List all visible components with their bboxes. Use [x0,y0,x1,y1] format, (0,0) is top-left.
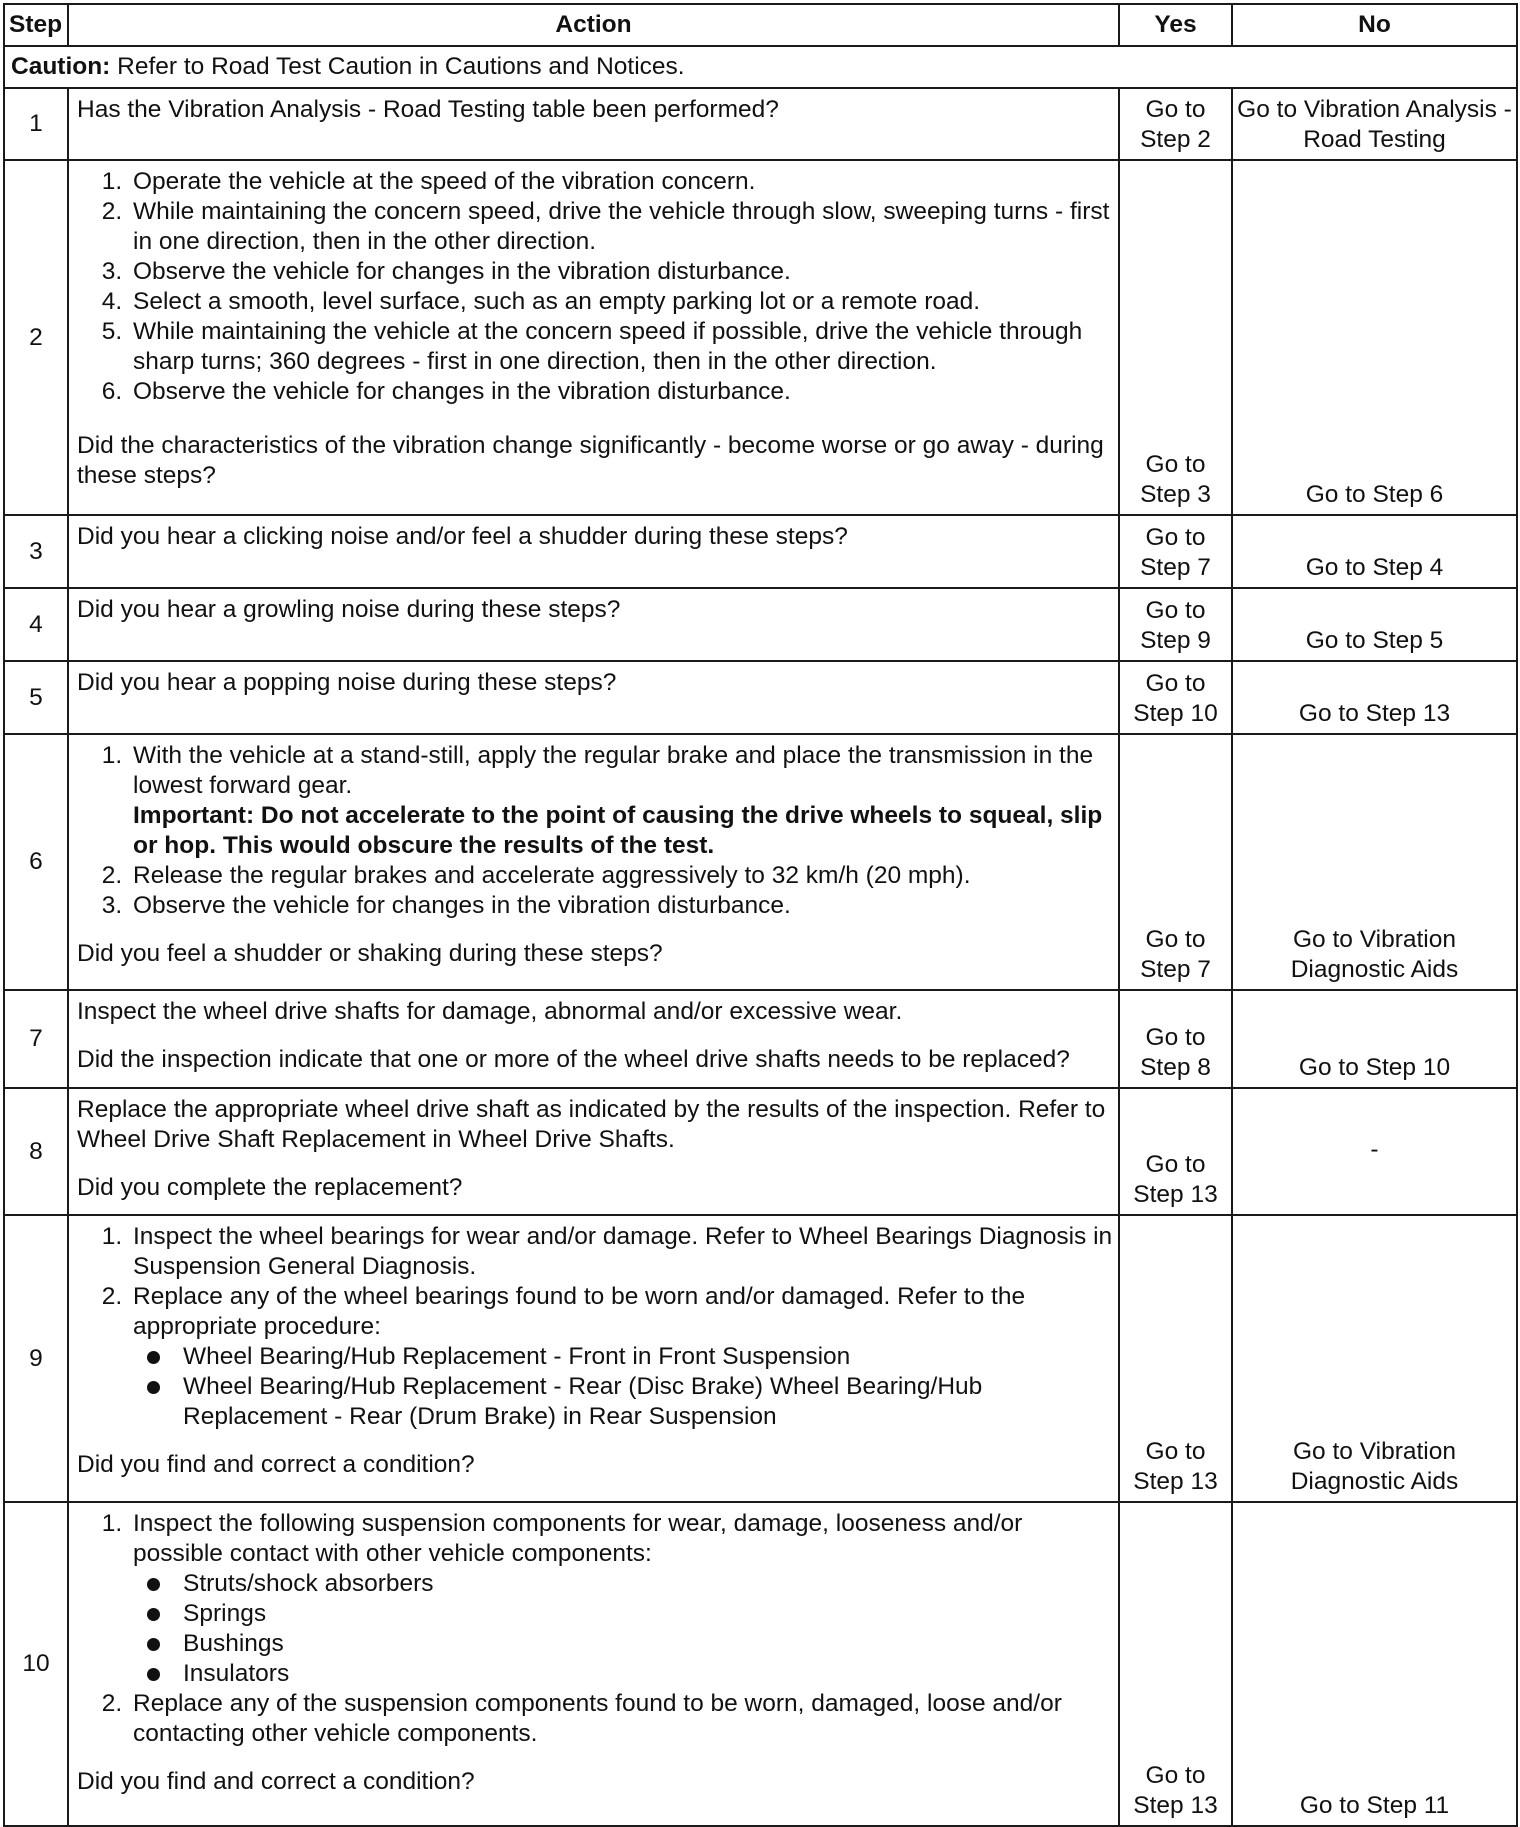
action-steps-list [77,1222,1114,1432]
bullet-icon [147,1608,160,1621]
bullet-text: Bushings [183,1630,284,1657]
list-item: 2. Replace any of the suspension components found to be worn, damaged, loose and/or contacting other vehicle components. [129,1689,1114,1749]
no-cell: Go to Vibration Diagnostic Aids [1232,734,1517,990]
action-cell [68,160,1119,515]
caution-label: Caution: [11,53,111,80]
diagnostic-table [3,3,1518,1827]
action-cell [68,1088,1119,1215]
step-number: 2 [4,160,68,515]
table-row [4,1088,1517,1215]
action-cell [68,734,1119,990]
list-item: 2. While maintaining the concern speed, drive the vehicle through slow, sweeping turns - first in one direction, then in the other direction. [129,197,1114,257]
yes-cell: Go to Step 7 [1119,734,1232,990]
yes-cell: Go to Step 3 [1119,160,1232,515]
caution-text: Refer to Road Test Caution in Cautions and Notices. [110,53,685,80]
step-number: 4 [4,588,68,661]
action-steps-list [77,741,1114,921]
list-item: 5. While maintaining the vehicle at the concern speed if possible, drive the vehicle through sharp turns; 360 degrees - first in one direction, then in the other direction. [129,317,1114,377]
list-item: 6. Observe the vehicle for changes in the vibration disturbance. [129,377,1114,407]
bullet-icon [147,1351,160,1364]
bullet-icon [147,1381,160,1394]
action-cell [68,588,1119,661]
action-cell [68,1502,1119,1826]
action-question: Did you find and correct a condition? [77,1451,475,1478]
list-item: 1. Operate the vehicle at the speed of the vibration concern. [129,167,1114,197]
bullet-text: Wheel Bearing/Hub Replacement - Front in Front Suspension [183,1343,851,1370]
step-number: 3 [4,515,68,588]
list-item: 2. Release the regular brakes and accelerate aggressively to 32 km/h (20 mph). [129,861,1114,891]
header-step: Step [4,4,68,46]
bullet-text: Struts/shock absorbers [183,1570,434,1597]
list-item-text: Replace any of the wheel bearings found to be worn and/or damaged. Refer to the appropriate procedure: [133,1283,1026,1340]
no-cell: Go to Step 13 [1232,661,1517,734]
action-cell [68,1215,1119,1502]
table-row [4,661,1517,734]
step-number: 10 [4,1502,68,1826]
bullet-list [133,1342,1114,1432]
list-item: 3. Observe the vehicle for changes in the vibration disturbance. [129,891,1114,921]
no-cell: Go to Step 10 [1232,990,1517,1088]
step-number: 1 [4,88,68,160]
table-row [4,88,1517,160]
header-no: No [1232,4,1517,46]
action-question: Did you hear a growling noise during these steps? [77,596,621,623]
bullet-item [183,1659,1114,1689]
action-cell [68,990,1119,1088]
action-question: Did the characteristics of the vibration change significantly - become worse or go away - during these steps? [77,432,1104,489]
action-question: Did you hear a popping noise during these steps? [77,669,617,696]
action-steps-list [77,1509,1114,1749]
bullet-text: Springs [183,1600,267,1627]
list-item [129,1509,1114,1689]
action-question: Did you find and correct a condition? [77,1768,475,1795]
bullet-item [183,1372,1114,1432]
list-item: 1. Inspect the wheel bearings for wear and/or damage. Refer to Wheel Bearings Diagnosis in Suspension General Diagnosis. [129,1222,1114,1282]
action-question: Did you feel a shudder or shaking during these steps? [77,940,663,967]
action-question: Did the inspection indicate that one or more of the wheel drive shafts needs to be replaced? [77,1046,1070,1073]
no-cell: Go to Step 6 [1232,160,1517,515]
table-row [4,1502,1517,1826]
bullet-item [183,1342,1114,1372]
list-item-text: With the vehicle at a stand-still, apply the regular brake and place the transmission in the lowest forward gear. [133,742,1094,799]
table-row [4,1215,1517,1502]
header-yes: Yes [1119,4,1232,46]
list-item: 4. Select a smooth, level surface, such as an empty parking lot or a remote road. [129,287,1114,317]
important-note: Important: Do not accelerate to the point of causing the drive wheels to squeal, slip or hop. This would obscure the results of the test. [133,802,1103,859]
step-number: 8 [4,1088,68,1215]
yes-cell: Go to Step 8 [1119,990,1232,1088]
list-item [129,1282,1114,1432]
action-text: Inspect the wheel drive shafts for damage, abnormal and/or excessive wear. [77,998,903,1025]
bullet-text: Insulators [183,1660,290,1687]
list-item: 3. Observe the vehicle for changes in the vibration disturbance. [129,257,1114,287]
header-action: Action [68,4,1119,46]
action-question: Has the Vibration Analysis - Road Testing table been performed? [77,96,779,123]
step-number: 5 [4,661,68,734]
yes-cell: Go to Step 13 [1119,1502,1232,1826]
bullet-list [133,1569,1114,1689]
table-row [4,734,1517,990]
bullet-item [183,1569,1114,1599]
yes-cell: Go to Step 9 [1119,588,1232,661]
bullet-item [183,1629,1114,1659]
bullet-item [183,1599,1114,1629]
action-cell [68,661,1119,734]
no-cell: - [1232,1088,1517,1215]
table-row [4,990,1517,1088]
no-cell: Go to Vibration Analysis - Road Testing [1232,88,1517,160]
bullet-icon [147,1578,160,1591]
yes-cell: Go to Step 2 [1119,88,1232,160]
action-steps-list [77,167,1114,407]
table-row [4,588,1517,661]
no-cell: Go to Vibration Diagnostic Aids [1232,1215,1517,1502]
list-item [129,741,1114,861]
action-question: Did you complete the replacement? [77,1174,463,1201]
step-number: 9 [4,1215,68,1502]
step-number: 7 [4,990,68,1088]
table-row [4,160,1517,515]
yes-cell: Go to Step 13 [1119,1088,1232,1215]
yes-cell: Go to Step 7 [1119,515,1232,588]
bullet-text: Wheel Bearing/Hub Replacement - Rear (Disc Brake) Wheel Bearing/Hub Replacement - Rear (Drum Brake) in Rear Suspension [183,1373,983,1430]
list-item-text: Inspect the following suspension components for wear, damage, looseness and/or possible contact with other vehicle components: [133,1510,1023,1567]
yes-cell: Go to Step 10 [1119,661,1232,734]
table-row [4,515,1517,588]
action-cell [68,88,1119,160]
no-cell: Go to Step 4 [1232,515,1517,588]
action-question: Did you hear a clicking noise and/or feel a shudder during these steps? [77,523,848,550]
no-cell: Go to Step 5 [1232,588,1517,661]
action-text: Replace the appropriate wheel drive shaft as indicated by the results of the inspection. Refer to Wheel Drive Shaft Replacement in Wheel Drive Shafts. [77,1096,1106,1153]
yes-cell: Go to Step 13 [1119,1215,1232,1502]
step-number: 6 [4,734,68,990]
header-row [4,4,1517,46]
bullet-icon [147,1668,160,1681]
bullet-icon [147,1638,160,1651]
action-cell [68,515,1119,588]
caution-cell [4,46,1517,88]
caution-row [4,46,1517,88]
no-cell: Go to Step 11 [1232,1502,1517,1826]
